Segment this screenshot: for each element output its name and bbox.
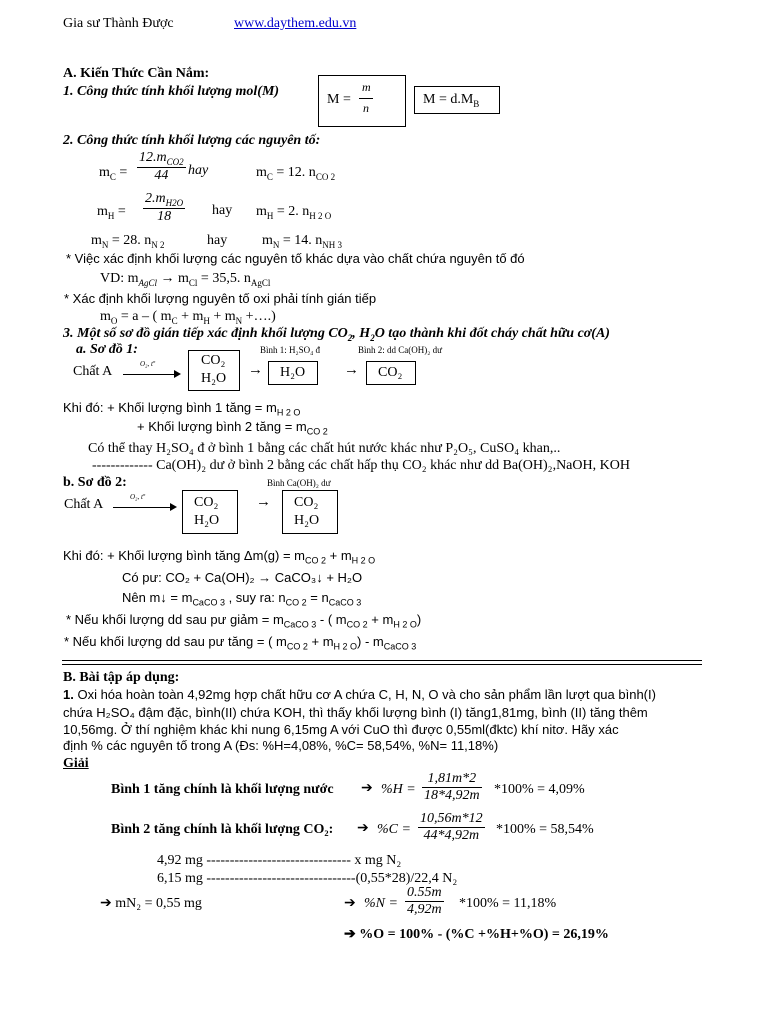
sodo1-cothe: Có thể thay H₂SO₄ đ ở bình 1 bằng các chất hút nước khác như P₂O₅, CuSO₄ khan,..	[88, 441, 561, 456]
sodo2-nenm: Nên m↓ = $m_{CaCO 3}$ , suy ra: $n_{CO 2} = n_{CaCO 3}$	[122, 590, 362, 608]
sodo2-arrow-head	[170, 503, 177, 511]
formula-dmb: M = d.M	[423, 92, 474, 107]
sodo1-box-h2o	[268, 361, 318, 385]
sodo1-title: a. Sơ đồ 1:	[76, 342, 138, 357]
mh-formula-rhs: $m_H = 2$. $n_{H 2 O}$	[256, 204, 332, 221]
mn-hay: hay	[207, 233, 228, 248]
ratio-line2: 6,15 mg --------------------------------(0,55*28)/22,4 N₂	[157, 871, 458, 886]
sodo1-binh2-label: Bình 2: dd Ca(OH)₂ dư	[358, 345, 443, 355]
sodo1-arrow-line	[123, 374, 175, 375]
sodo1-khido-2: + Khối lượng bình 2 tăng = $m_{CO 2}$	[137, 419, 328, 437]
arrow-icon: ➔	[344, 927, 356, 942]
sodo1-co2: CO₂	[201, 353, 226, 368]
sodo2-arrow-label: O₂, tº	[130, 493, 146, 501]
formula-m-den: n	[363, 101, 369, 115]
b1-text: Bình 1 tăng chính là khối lượng nước	[111, 782, 334, 797]
n-lhs: %N =	[364, 896, 398, 911]
sodo2-box-absorbed	[282, 490, 338, 534]
b2-text: Bình 2 tăng chính là khối lượng CO₂:	[111, 822, 334, 837]
sodo2-chat-a: Chất A	[64, 497, 104, 512]
sodo2-khido: Khi đó: + Khối lượng bình tăng $\Delta m(g) = m_{CO 2} + m_{H 2 O}$	[63, 548, 376, 566]
item3-heading: 3. Một số sơ đồ gián tiếp xác định khối lượng $CO_2$, $H_2O$ tạo thành khi đốt cháy chất hữu cơ(A)	[63, 326, 610, 343]
ratio-line1: 4,92 mg ------------------------------- x mg N₂	[157, 853, 402, 868]
n-rhs: *100% = 11,18%	[459, 896, 557, 911]
section-a-title: A. Kiến Thức Cần Nắm:	[63, 66, 210, 81]
arrow-icon: →	[248, 362, 263, 378]
arrow-icon: →	[344, 362, 359, 378]
item2-heading: 2. Công thức tính khối lượng các nguyên tố:	[63, 133, 321, 148]
formula-m-num: m	[362, 80, 371, 94]
problem1-line2: chứa H₂SO₄ đậm đặc, bình(II) chứa KOH, thì thấy khối lượng bình (I) tăng1,81mg, bình (II) tăng thêm	[63, 705, 648, 720]
sodo2-co2: CO₂	[194, 495, 219, 510]
sodo2-arrow-line	[113, 507, 171, 508]
mn2-result: ➔ mN₂ = 0,55 mg	[100, 896, 202, 911]
mc-hay: hay	[188, 163, 209, 178]
sodo2-h2ob: H₂O	[294, 513, 320, 528]
note-oxygen: * Xác định khối lượng nguyên tố oxi phải tính gián tiếp	[64, 291, 377, 306]
arrow-icon: ➔	[361, 781, 373, 796]
arrow-icon: ➔	[100, 896, 112, 911]
mc-formula-lhs: $m_C$ =	[99, 165, 128, 182]
sodo1-box-co2	[366, 361, 416, 385]
sodo2-h2o: H₂O	[194, 513, 220, 528]
arrow-icon: ➔	[344, 896, 356, 911]
section-separator	[62, 660, 702, 665]
mh-fraction: $\frac{2.m_{H2O}}{18}$	[145, 191, 184, 225]
note-element-mass: * Việc xác định khối lượng các nguyên tố khác dựa vào chất chứa nguyên tố đó	[66, 251, 525, 266]
sodo1-h2o: H₂O	[201, 371, 227, 386]
problem1-line1: 1. Oxi hóa hoàn toàn 4,92mg hợp chất hữu cơ A chứa C, H, N, O và cho sản phẩm lần lượt qua bình(I)	[63, 687, 656, 702]
sodo1-binh1-label: Bình 1: H₂SO₄ đ	[260, 345, 321, 355]
sodo2-co2b: CO₂	[294, 495, 319, 510]
b2-rhs: *100% = 58,54%	[496, 822, 594, 837]
sodo2-title: b. Sơ đồ 2:	[63, 475, 127, 490]
sodo2-box-products	[182, 490, 238, 534]
b1-lhs: %H =	[381, 782, 416, 797]
sodo2-binh-label: Bình Ca(OH)₂ dư	[267, 478, 331, 488]
section-b-title: B. Bài tập áp dụng:	[63, 670, 180, 685]
b1-fraction: $\frac{1,81m*2}{18*4,92m}$	[424, 771, 480, 804]
arrow-icon: →	[160, 271, 175, 286]
giai-heading: Giải	[63, 756, 89, 771]
header-website-link[interactable]: www.daythem.edu.vn	[234, 16, 357, 31]
sodo1-chat-a: Chất A	[73, 364, 113, 379]
arrow-icon: ➔	[357, 821, 369, 836]
formula-box-dmb	[414, 86, 500, 114]
header-author: Gia sư Thành Được	[63, 16, 174, 31]
item1-heading: 1. Công thức tính khối lượng mol(M)	[63, 84, 280, 99]
mo-formula: $m_O = a$ – ( $m_C + m_H + m_N$ +….)	[100, 309, 276, 326]
formula-box-m-over-n	[318, 75, 406, 127]
b2-lhs: %C =	[377, 822, 411, 837]
formula-m-lhs: M =	[327, 92, 351, 107]
mc-formula-rhs: $m_C = 12$. $n_{CO 2}$	[256, 165, 336, 182]
sodo1-khido-1: Khi đó: + Khối lượng bình 1 tăng = $m_{H 2 O}$	[63, 400, 301, 418]
mh-hay: hay	[212, 203, 233, 218]
sodo1-box-co2-label: CO₂	[378, 365, 403, 380]
problem1-line3: 10,56mg. Ở thí nghiệm khác khi nung 6,15mg A với CuO thì được 0,55ml(đktc) khí nitơ. Hãy xác	[63, 722, 619, 737]
problem1-line4: định % các nguyên tố trong A (Đs: %H=4,08%, %C= 58,54%, %N= 11,18%)	[63, 738, 499, 753]
mh-formula-lhs: $m_H$ =	[97, 204, 126, 221]
sodo1-arrow-head	[174, 370, 181, 378]
b1-rhs: *100% = 4,09%	[494, 782, 585, 797]
b2-fraction: $\frac{10,56m*12}{44*4,92m}$	[420, 811, 483, 844]
formula-dmb-sub: B	[473, 98, 480, 109]
sodo2-copu: Có pư: CO₂ + Ca(OH)₂ → CaCO₃↓ + H₂O	[122, 570, 363, 585]
sodo2-neu-tang: * Nếu khối lượng dd sau pư tăng = ( $m_{CO 2} + m_{H 2 O}) - m_{CaCO 3}$	[64, 634, 417, 652]
mc-fraction: $\frac{12.m_{CO2}}{44}$	[139, 150, 184, 184]
sodo1-box-products	[188, 350, 240, 391]
final-result: ➔ %O = 100% - (%C +%H+%O) = 26,19%	[344, 927, 609, 942]
sodo1-box-h2o-label: H₂O	[280, 365, 306, 380]
mn-formula-rhs: $m_N = 14$. $n_{NH 3}$	[262, 233, 343, 250]
vd-example: VD: $m_{AgCl} \to m_{Cl} = 35,5$. $n_{AgCl}$	[100, 271, 271, 288]
n-fraction: $\frac{0.55m}{4,92m}$	[407, 885, 442, 918]
sodo2-neu-giam: * Nếu khối lượng dd sau pư giảm = $m_{CaCO 3}$ - ( $m_{CO 2} + m_{H 2 O}$)	[66, 612, 422, 630]
sodo1-arrow-label: O₂, tº	[140, 360, 156, 368]
sodo1-dashes-note: ------------- Ca(OH)₂ dư ở bình 2 bằng các chất hấp thụ CO₂ khác như dd Ba(OH)₂,NaOH, KOH	[92, 458, 630, 473]
arrow-icon: →	[256, 494, 271, 510]
mn-formula-lhs: $m_N = 28$. $n_{N 2}$	[91, 233, 165, 250]
